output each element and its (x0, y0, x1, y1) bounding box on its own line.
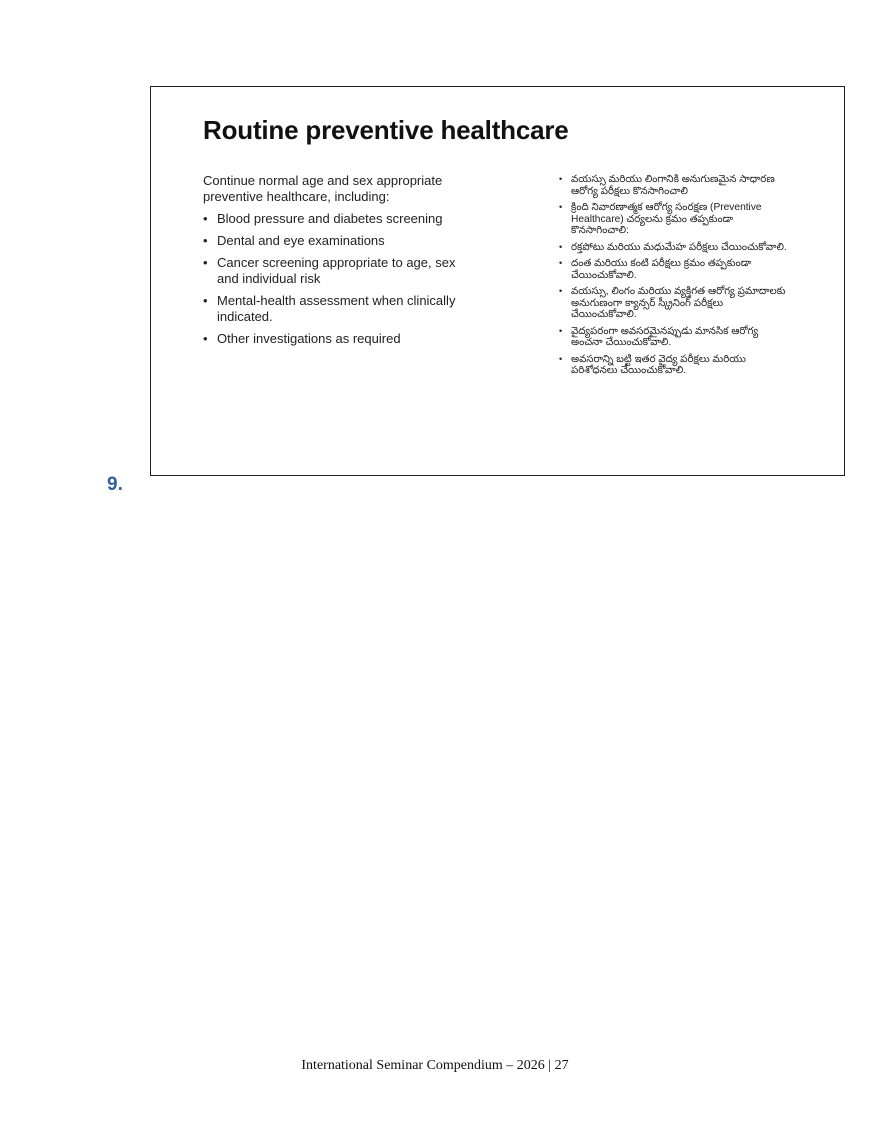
telugu-bullet-item: • రక్తపోటు మరియు మధుమేహ పరీక్షలు చేయించుకోవాలి. (559, 242, 791, 254)
slide-frame (150, 86, 845, 476)
page-footer: International Seminar Compendium – 2026 | 27 (301, 1058, 569, 1073)
bullet-item: • Cancer screening appropriate to age, sex and individual risk (203, 255, 458, 287)
telugu-bullet-list (559, 174, 791, 377)
telugu-bullet-item: • దంత మరియు కంటి పరీక్షలు క్రమం తప్పకుండా చేయించుకోవాలి. (559, 258, 791, 281)
bullet-item: • Mental-health assessment when clinically indicated. (203, 293, 458, 325)
telugu-bullet-item: • వయస్సు, లింగం మరియు వ్యక్తిగత ఆరోగ్య ప్రమాదాలకు అనుగుణంగా క్యాన్సర్ స్క్రీనింగ్ పరీక్షలు చేయించుకోవాలి. (559, 286, 791, 321)
telugu-bullet-item: • అవసరాన్ని బట్టి ఇతర వైద్య పరీక్షలు మరియు పరిశోధనలు చేయించుకోవాలి. (559, 354, 791, 377)
english-bullet-list (203, 211, 458, 347)
bullet-item: • Blood pressure and diabetes screening (203, 211, 458, 227)
telugu-bullet-item: • వైద్యపరంగా అవసరమైనప్పుడు మానసిక ఆరోగ్య అంచనా చేయించుకోవాలి. (559, 326, 791, 349)
bullet-item: • Dental and eye examinations (203, 233, 458, 249)
intro-text: Continue normal age and sex appropriate preventive healthcare, including: (203, 173, 443, 204)
slide-title: Routine preventive healthcare (203, 115, 569, 145)
english-column (203, 173, 458, 347)
telugu-bullet-item: • వయస్సు మరియు లింగానికి అనుగుణమైన సాధారణ ఆరోగ్య పరీక్షలు కొనసాగించాలి (559, 174, 791, 197)
telugu-bullet-item: • క్రింది నివారణాత్మక ఆరోగ్య సంరక్షణ (Preventive Healthcare) చర్యలను క్రమం తప్పకుండా కొనసాగించాలి: (559, 202, 791, 237)
bullet-item: • Other investigations as required (203, 331, 458, 347)
item-number: 9. (107, 474, 123, 495)
telugu-column (559, 174, 791, 382)
